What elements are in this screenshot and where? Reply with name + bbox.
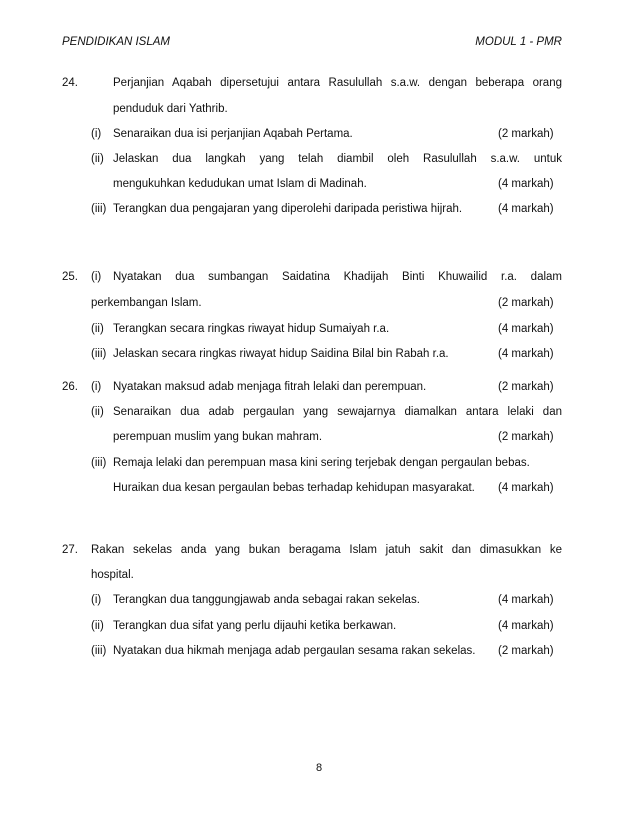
sub-question-label: (iii) [91,348,107,360]
marks: (4 markah) [498,323,554,335]
marks: (4 markah) [498,203,554,215]
sub-question-label: (iii) [91,645,107,657]
sub-question-text: Nyatakan maksud adab menjaga fitrah lelaki dan perempuan. [113,381,427,393]
question-number: 27. [62,544,78,556]
marks: (2 markah) [498,297,554,309]
sub-question-text: Senaraikan dua adab pergaulan yang sewajarnya diamalkan antara lelaki dan [113,406,562,418]
sub-question-text: mengukuhkan kedudukan umat Islam di Madinah. [113,178,367,190]
sub-question-label: (i) [91,594,102,606]
sub-question-text: Terangkan dua tanggungjawab anda sebagai rakan sekelas. [113,594,420,606]
marks: (4 markah) [498,482,554,494]
sub-question-label: (ii) [91,620,104,632]
marks: (4 markah) [498,178,554,190]
question-number: 26. [62,381,78,393]
sub-question-text: Jelaskan secara ringkas riwayat hidup Saidina Bilal bin Rabah r.a. [113,348,449,360]
sub-question-label: (iii) [91,203,107,215]
marks: (2 markah) [498,381,554,393]
question-text: penduduk dari Yathrib. [113,103,228,115]
sub-question-text: Terangkan dua pengajaran yang diperolehi daripada peristiwa hijrah. [113,203,463,215]
sub-question-label: (i) [91,381,102,393]
marks: (2 markah) [498,128,554,140]
sub-question-text: Nyatakan dua sumbangan Saidatina Khadijah Binti Khuwailid r.a. dalam [113,271,562,283]
header-module: MODUL 1 - PMR [475,36,562,48]
sub-question-label: (ii) [91,323,104,335]
question-text: Perjanjian Aqabah dipersetujui antara Rasulullah s.a.w. dengan beberapa orang [113,77,562,89]
marks: (2 markah) [498,431,554,443]
marks: (4 markah) [498,594,554,606]
sub-question-text: Senaraikan dua isi perjanjian Aqabah Pertama. [113,128,353,140]
sub-question-text: Huraikan dua kesan pergaulan bebas terhadap kehidupan masyarakat. [113,482,475,494]
question-text: Rakan sekelas anda yang bukan beragama Islam jatuh sakit dan dimasukkan ke [91,544,562,556]
question-number: 24. [62,77,78,89]
header-subject: PENDIDIKAN ISLAM [62,36,170,48]
sub-question-label: (i) [91,271,102,283]
sub-question-text: Nyatakan dua hikmah menjaga adab pergaulan sesama rakan sekelas. [113,645,476,657]
sub-question-label: (ii) [91,153,104,165]
page-number: 8 [315,762,323,774]
sub-question-label: (ii) [91,406,104,418]
sub-question-text: perempuan muslim yang bukan mahram. [113,431,323,443]
sub-question-text: Remaja lelaki dan perempuan masa kini sering terjebak dengan pergaulan bebas. [113,457,530,469]
question-text: hospital. [91,569,134,581]
question-number: 25. [62,271,78,283]
sub-question-label: (i) [91,128,102,140]
sub-question-text: Terangkan secara ringkas riwayat hidup Sumaiyah r.a. [113,323,390,335]
sub-question-text: perkembangan Islam. [91,297,202,309]
marks: (4 markah) [498,348,554,360]
sub-question-text: Jelaskan dua langkah yang telah diambil oleh Rasulullah s.a.w. untuk [113,153,562,165]
sub-question-text: Terangkan dua sifat yang perlu dijauhi ketika berkawan. [113,620,397,632]
marks: (4 markah) [498,620,554,632]
sub-question-label: (iii) [91,457,107,469]
marks: (2 markah) [498,645,554,657]
